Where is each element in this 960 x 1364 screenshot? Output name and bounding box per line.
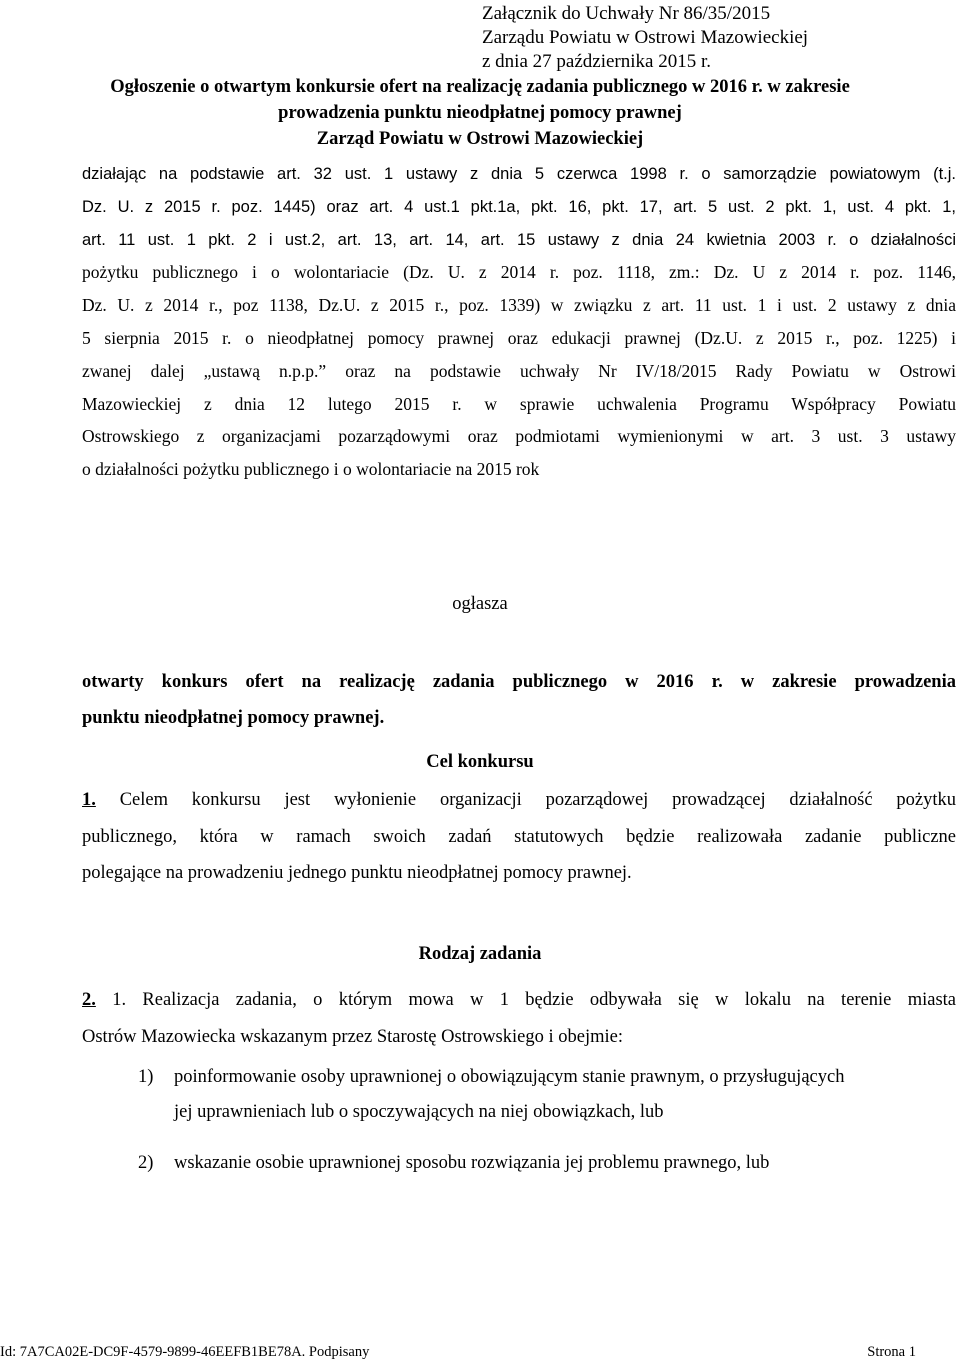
basis-line-9: Ostrowskiego z organizacjami pozarządowymi oraz podmiotami wymienionymi w art. 3 ust. 3 ustawy (82, 426, 956, 447)
basis-line-4: pożytku publicznego i o wolontariacie (Dz. U. z 2014 r. poz. 1118, zm.: Dz. U z 2014 r. poz. 1146, (82, 262, 956, 283)
basis-line-8: Mazowieckiej z dnia 12 lutego 2015 r. w sprawie uchwalenia Programu Współpracy Powiatu (82, 393, 956, 414)
basis-line-2: Dz. U. z 2015 r. poz. 1445) oraz art. 4 ust.1 pkt.1a, pkt. 16, pkt. 17, art. 5 ust. 2 pkt. 1, ust. 4 pkt. 1, (82, 197, 956, 216)
section-2-line-1 (82, 982, 956, 1019)
basis-line-3: art. 11 ust. 1 pkt. 2 i ust.2, art. 13, art. 14, art. 15 ustawy z dnia 24 kwietnia 2003 r. o działalności (82, 230, 956, 249)
section-1-number: 1. (82, 790, 96, 810)
section-2-paragraph (82, 982, 956, 1055)
list-item-line-1: wskazanie osobie uprawnionej sposobu rozwiązania jej problemu prawnego, lub (174, 1153, 770, 1173)
title-line-1: Ogłoszenie o otwartym konkursie ofert na realizację zadania publicznego w 2016 r. w zakresie (110, 77, 850, 97)
list-item-line-2: jej uprawnieniach lub o spoczywających na niej obowiązkach, lub (174, 1102, 664, 1122)
section-heading-goal: Cel konkursu (426, 752, 534, 772)
basis-line-7: zwanej dalej „ustawą n.p.p.” oraz na podstawie uchwały Nr IV/18/2015 Rady Powiatu w Ostrowi (82, 360, 956, 381)
section-1-line-3: polegające na prowadzeniu jednego punktu nieodpłatnej pomocy prawnej. (82, 863, 632, 883)
section-2-text-1: 1. Realizacja zadania, o którym mowa w 1 będzie odbywała się w lokalu na terenie miasta (112, 990, 956, 1010)
offer-line-1: otwarty konkurs ofert na realizację zadania publicznego w 2016 r. w zakresie prowadzenia (82, 672, 956, 692)
section-heading-type: Rodzaj zadania (418, 944, 542, 964)
list-item-line-1: poinformowanie osoby uprawnionej o obowiązującym stanie prawnym, o przysługujących (174, 1067, 845, 1087)
page-number-footer: Strona 1 (867, 1344, 916, 1360)
contest-subject (82, 664, 956, 736)
announcement-title (82, 74, 878, 152)
basis-line-6: 5 sierpnia 2015 r. o nieodpłatnej pomocy prawnej oraz edukacji prawnej (Dz.U. z 2015 r., poz. 1225) i (82, 327, 956, 348)
basis-line-5: Dz. U. z 2014 r., poz 1138, Dz.U. z 2015 r., poz. 1339) w związku z art. 11 ust. 1 i ust. 2 ustawy z dnia (82, 295, 956, 316)
list-item-marker: 1) (138, 1067, 154, 1087)
section-1-paragraph (82, 782, 956, 892)
document-id-footer: Id: 7A7CA02E-DC9F-4579-9899-46EEFB1BE78A. Podpisany (0, 1344, 370, 1360)
attachment-header (482, 2, 808, 74)
section-1-text-1: Celem konkursu jest wyłonienie organizacji pozarządowej prowadzącej działalność pożytku (119, 790, 957, 810)
legal-basis-paragraph (82, 158, 956, 486)
announce-word: ogłasza (452, 594, 508, 614)
attachment-line-2: Zarządu Powiatu w Ostrowi Mazowieckiej (482, 27, 809, 48)
section-1-line-2: publicznego, która w ramach swoich zadań statutowych będzie realizowała zadanie publiczne (82, 826, 956, 847)
title-line-3: Zarząd Powiatu w Ostrowi Mazowieckiej (316, 129, 644, 149)
section-2-line-2: Ostrów Mazowiecka wskazanym przez Starostę Ostrowskiego i obejmie: (82, 1026, 623, 1047)
section-1-line-1 (82, 782, 956, 819)
section-2-number: 2. (82, 990, 96, 1010)
attachment-line-1: Załącznik do Uchwały Nr 86/35/2015 (482, 3, 771, 24)
list-item (138, 1060, 956, 1130)
basis-line-10: o działalności pożytku publicznego i o wolontariacie na 2015 rok (82, 459, 540, 480)
offer-line-2: punktu nieodpłatnej pomocy prawnej. (82, 708, 385, 728)
basis-line-1: działając na podstawie art. 32 ust. 1 ustawy z dnia 5 czerwca 1998 r. o samorządzie powiatowym (t.j. (82, 165, 956, 183)
list-item (138, 1146, 956, 1181)
task-list (138, 1060, 956, 1181)
title-line-2: prowadzenia punktu nieodpłatnej pomocy prawnej (278, 103, 682, 123)
list-item-marker: 2) (138, 1153, 154, 1173)
attachment-line-3: z dnia 27 października 2015 r. (482, 51, 711, 72)
